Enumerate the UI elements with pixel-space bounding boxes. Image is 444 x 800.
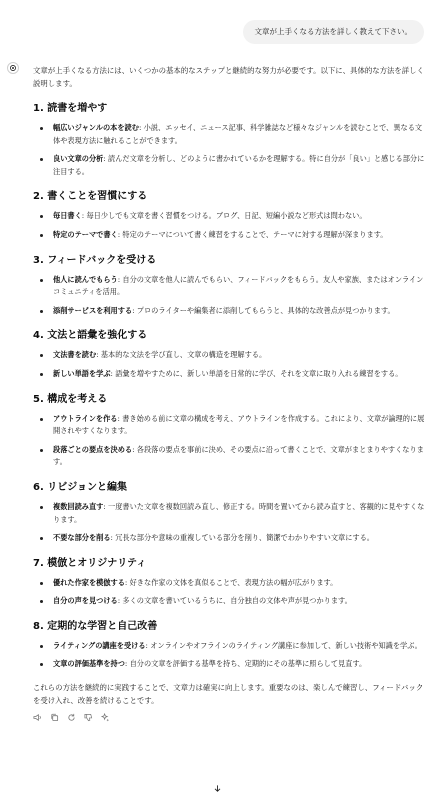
item-title: ライティングの講座を受ける xyxy=(53,640,146,650)
intro-paragraph: 文章が上手くなる方法には、いくつかの基本的なステップと継続的な努力が必要です。以下に、具体的な方法を詳しく説明します。 xyxy=(33,66,424,88)
item-title: 幅広いジャンルの本を読む xyxy=(53,123,139,132)
list-item xyxy=(33,640,429,653)
speaker-icon[interactable] xyxy=(33,713,42,722)
arrow-down-icon xyxy=(213,784,222,793)
bullet-list xyxy=(33,413,429,469)
section-heading: 5. 構成を考える xyxy=(33,393,108,405)
assistant-message xyxy=(7,56,437,722)
bullet-list xyxy=(33,501,429,545)
item-description: : 自分の文章を他人に読んでもらい、フィードバックをもらう。友人や家族、またはオンラインコミュニティを活用。 xyxy=(53,274,424,297)
section xyxy=(33,190,429,241)
list-item xyxy=(33,210,429,223)
conclusion-paragraph: これらの方法を継続的に実践することで、文章力は確実に向上します。重要なのは、楽しんで練習し、フィードバックを受け入れ、改善を続けることです。 xyxy=(33,683,424,706)
list-item xyxy=(33,122,429,147)
item-description: : 基本的な文法を学び直し、文章の構造を理解する。 xyxy=(96,350,267,360)
bullet-list xyxy=(33,210,429,241)
item-title: 文章の評価基準を持つ xyxy=(53,659,125,669)
section xyxy=(33,102,429,178)
list-item xyxy=(33,532,429,545)
section-heading: 7. 模倣とオリジナリティ xyxy=(33,557,147,569)
list-item xyxy=(33,444,429,469)
list-item xyxy=(33,413,429,438)
bullet-list xyxy=(33,274,429,318)
section-heading: 2. 書くことを習慣にする xyxy=(33,191,148,203)
list-item xyxy=(33,368,429,381)
section xyxy=(33,481,429,545)
item-description: : 読んだ文章を分析し、どのように書かれているかを理解する。特に自分が「良い」と感じる部分に注目する。 xyxy=(53,154,425,176)
section xyxy=(33,254,429,318)
item-description: : 毎日少しでも文章を書く習慣をつける。ブログ、日記、短編小説など形式は問わない。 xyxy=(81,211,367,221)
item-description: : 自分の文章を評価する基準を持ち、定期的にその基準に照らして見直す。 xyxy=(124,659,367,669)
user-message-bubble xyxy=(243,20,425,44)
section xyxy=(33,329,429,380)
section xyxy=(33,393,429,469)
item-description: : 小説、エッセイ、ニュース記事、科学雑誌など様々なジャンルを読むことで、異なる文体や表現方法に触れることができます。 xyxy=(53,123,423,145)
section-heading: 6. リビジョンと編集 xyxy=(33,481,128,493)
item-title: 添削サービスを利用する xyxy=(53,305,133,315)
item-description: : 語彙を増やすために、新しい単語を日常的に学び、それを文章に取り入れる練習をする。 xyxy=(110,368,403,378)
item-title: 特定のテーマで書く xyxy=(53,229,118,239)
section xyxy=(33,620,429,671)
sparkle-icon[interactable] xyxy=(101,713,110,722)
bullet-list xyxy=(33,349,429,380)
list-item xyxy=(33,305,429,318)
list-item xyxy=(33,153,429,178)
item-description: : プロのライターや編集者に添削してもらうと、具体的な改善点が見つかります。 xyxy=(132,305,395,315)
item-title: 毎日書く xyxy=(53,211,82,221)
item-title: 複数回読み直す xyxy=(53,501,104,511)
item-description: : 多くの文章を書いているうちに、自分独自の文体や声が見つかります。 xyxy=(117,596,352,606)
item-title: 段落ごとの要点を決める xyxy=(53,444,133,454)
assistant-avatar-icon xyxy=(7,62,19,74)
bullet-list xyxy=(33,577,429,608)
item-title: 他人に読んでもらう xyxy=(53,274,118,284)
item-title: 優れた作家を模倣する xyxy=(53,577,125,587)
message-actions xyxy=(33,713,429,722)
list-item xyxy=(33,501,429,526)
list-item xyxy=(33,274,429,299)
section xyxy=(33,557,429,608)
user-message-text: 文章が上手くなる方法を詳しく教えて下さい。 xyxy=(254,27,412,36)
thumbs-down-icon[interactable] xyxy=(84,713,93,722)
item-description: : オンラインやオフラインのライティング講座に参加して、新しい技術や知識を学ぶ。 xyxy=(145,640,422,650)
section-heading: 8. 定期的な学習と自己改善 xyxy=(33,620,158,632)
scroll-down-button[interactable] xyxy=(210,781,224,795)
list-item xyxy=(33,577,429,590)
item-description: : 冗長な部分や意味の重複している部分を削り、簡潔でわかりやすい文章にする。 xyxy=(110,533,374,543)
item-title: 不要な部分を削る xyxy=(53,533,111,543)
assistant-content xyxy=(33,64,429,722)
item-title: 自分の声を見つける xyxy=(53,596,118,606)
item-description: : 特定のテーマについて書く練習をすることで、テーマに対する理解が深まります。 xyxy=(117,229,388,239)
section-heading: 1. 読書を増やす xyxy=(33,103,108,114)
list-item xyxy=(33,349,429,362)
item-title: アウトラインを作る xyxy=(53,413,118,423)
section-heading: 3. フィードバックを受ける xyxy=(33,254,157,266)
item-title: 新しい単語を学ぶ xyxy=(53,368,111,378)
bullet-list xyxy=(33,122,429,178)
regenerate-icon[interactable] xyxy=(67,713,76,722)
item-description: : 好きな作家の文体を真似ることで、表現方法の幅が広がります。 xyxy=(124,577,338,587)
bullet-list xyxy=(33,640,429,671)
list-item xyxy=(33,658,429,671)
list-item xyxy=(33,229,429,242)
item-description: : 一度書いた文章を複数回読み直し、修正する。時間を置いてから読み直すと、客観的に見やすくなります。 xyxy=(53,501,425,524)
copy-icon[interactable] xyxy=(50,713,59,722)
item-description: : 各段落の要点を事前に決め、その要点に沿って書くことで、文章がまとまりやすくなります。 xyxy=(53,444,424,467)
item-title: 文法書を読む xyxy=(53,350,97,360)
list-item xyxy=(33,595,429,608)
item-title: 良い文章の分析 xyxy=(53,154,104,164)
item-description: : 書き始める前に文章の構成を考え、アウトラインを作成する。これにより、文章が論理的に展開されやすくなります。 xyxy=(53,413,425,436)
sections-container xyxy=(33,102,429,671)
section-heading: 4. 文法と語彙を強化する xyxy=(33,330,148,342)
